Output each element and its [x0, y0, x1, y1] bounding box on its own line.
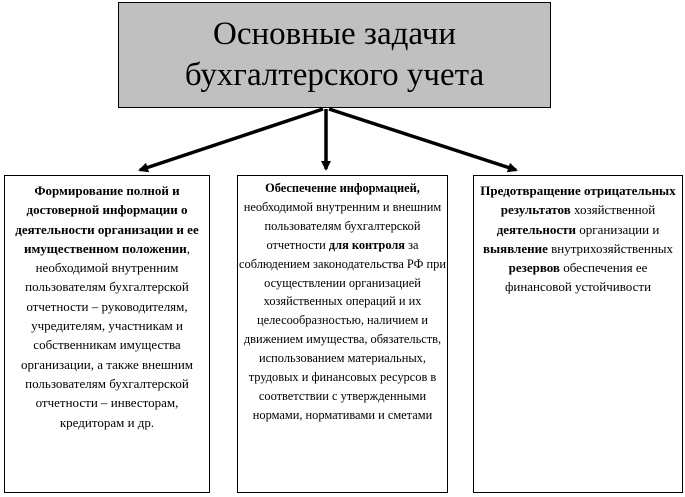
- task-box-reporting: [4, 175, 210, 493]
- task-text: за соблюдением законодательства РФ при осуществлении организацией хозяйственных операций и их целесообразностью, наличием и движением имущества, обязательств, использованием материальных, трудовых и финансовых ресурсов в соответствии с утвержденными нормами, нормативами и сметами: [239, 237, 446, 422]
- task-text: необходимой внутренним и внешним пользователям бухгалтерской отчетности: [243, 199, 442, 252]
- arrow-left: [140, 109, 323, 170]
- task-box-control: [237, 175, 448, 493]
- task-text-bold: Предотвращение отрицательных результатов: [480, 183, 676, 218]
- task-box-prevention: [473, 175, 683, 493]
- task-text: организации и: [576, 221, 660, 237]
- task-text: обеспечения ее финансовой устойчивости: [504, 260, 652, 295]
- task-text-bold: резервов: [508, 260, 560, 276]
- task-text: хозяйственной: [570, 202, 656, 218]
- task-text-bold: Обеспечение информацией,: [265, 181, 420, 195]
- task-text: внутрихозяйственных: [547, 240, 674, 256]
- task-text-bold: выявление: [482, 240, 548, 256]
- task-text-bold: деятельности: [496, 221, 577, 237]
- diagram-title: Основные задачи бухгалтерского учета: [184, 16, 485, 93]
- task-text-bold: для контроля: [328, 237, 406, 252]
- arrow-right: [329, 109, 516, 170]
- task-text-bold: Формирование полной и достоверной информации о деятельности организации и ее имущественном положении: [15, 183, 199, 256]
- task-text: , необходимой внутренним пользователям бухгалтерской отчетности – руководителям, учредителям, участникам и собственникам имущества организации, а также внешним пользователям бухгалтерской отчетности – инвесторам, кредиторам и др.: [20, 240, 194, 430]
